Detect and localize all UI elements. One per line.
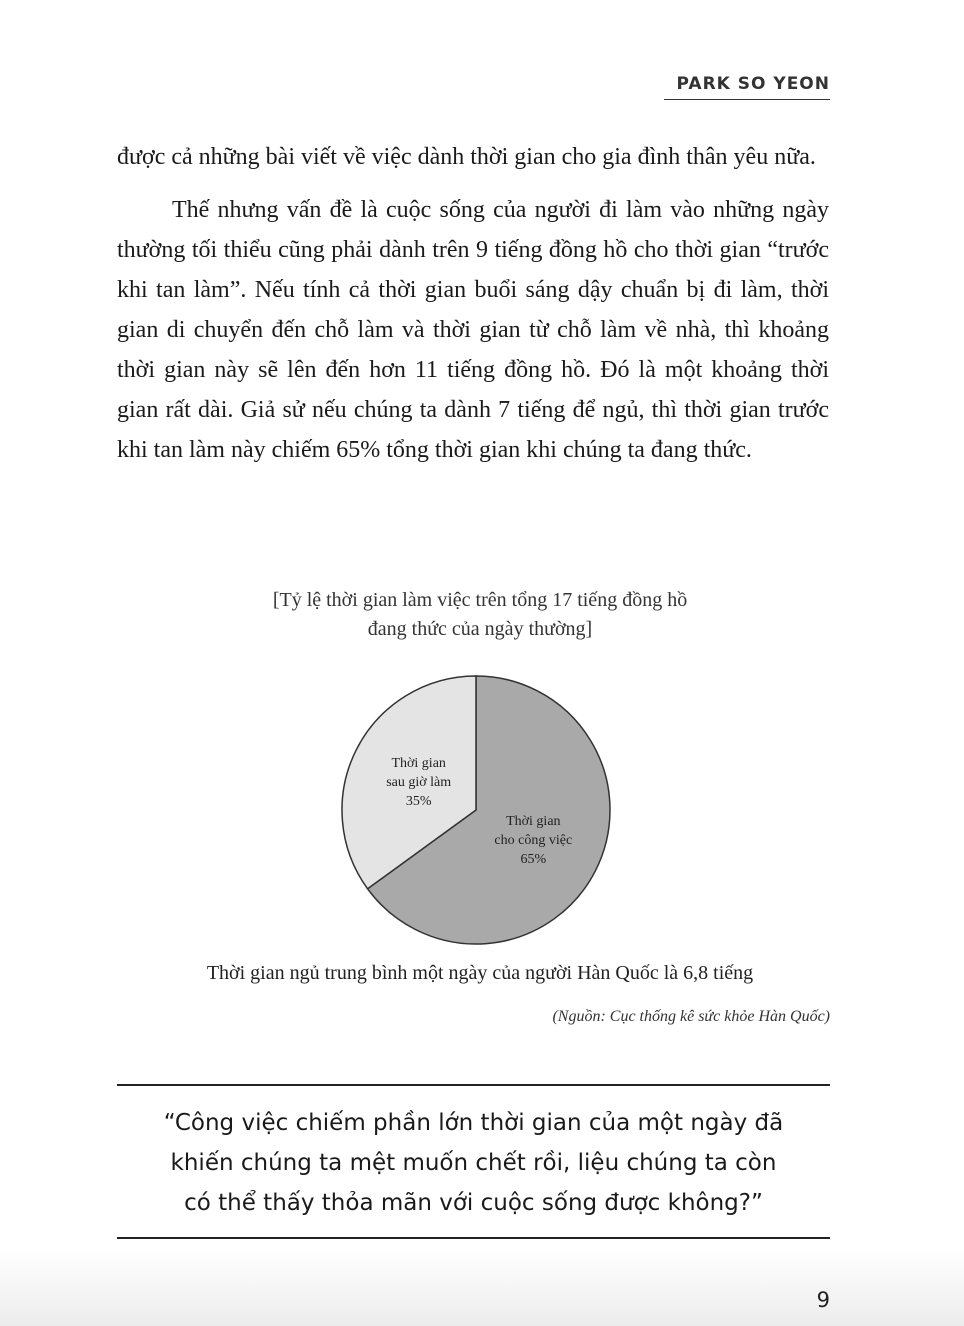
- chart-source: (Nguồn: Cục thống kê sức khỏe Hàn Quốc): [552, 1008, 830, 1025]
- quote-line-2: khiến chúng ta mệt muốn chết rồi, liệu chúng ta còn: [170, 1150, 777, 1176]
- quote-top-rule: [117, 1084, 830, 1086]
- body-text: [117, 137, 829, 470]
- quote-line-1: “Công việc chiếm phần lớn thời gian của một ngày đã: [163, 1110, 784, 1136]
- running-header: [664, 74, 830, 100]
- chart-title-line-1: [Tỷ lệ thời gian làm việc trên tổng 17 tiếng đồng hồ: [272, 589, 688, 611]
- paragraph-2: Thế nhưng vấn đề là cuộc sống của người đi làm vào những ngày thường tối thiểu cũng phải dành trên 9 tiếng đồng hồ cho thời gian “trước khi tan làm”. Nếu tính cả thời gian buổi sáng dậy chuẩn bị đi làm, thời gian di chuyển đến chỗ làm và thời gian từ chỗ làm về nhà, thì khoảng thời gian này sẽ lên đến hơn 11 tiếng đồng hồ. Đó là một khoảng thời gian rất dài. Giả sử nếu chúng ta dành 7 tiếng để ngủ, thì thời gian trước khi tan làm này chiếm 65% tổng thời gian khi chúng ta đang thức.: [117, 197, 829, 463]
- quote-line-3: có thể thấy thỏa mãn với cuộc sống được không?”: [184, 1190, 763, 1216]
- chart-title: [190, 586, 770, 644]
- chart-title-line-2: đang thức của ngày thường]: [367, 618, 593, 640]
- pie-slice-label-0: Thời gian cho công việc 65%: [494, 814, 573, 868]
- pull-quote: [117, 1103, 830, 1223]
- running-title: PARK SO YEON: [676, 74, 830, 94]
- page-number: 9: [816, 1288, 830, 1312]
- paragraph-1: được cả những bài viết về việc dành thời gian cho gia đình thân yêu nữa.: [117, 144, 816, 170]
- pie-chart: [340, 674, 612, 946]
- quote-bottom-rule: [117, 1237, 830, 1239]
- pie-slice-label-1: Thời gian sau giờ làm 35%: [386, 755, 452, 809]
- chart-note: Thời gian ngủ trung bình một ngày của người Hàn Quốc là 6,8 tiếng: [206, 962, 754, 984]
